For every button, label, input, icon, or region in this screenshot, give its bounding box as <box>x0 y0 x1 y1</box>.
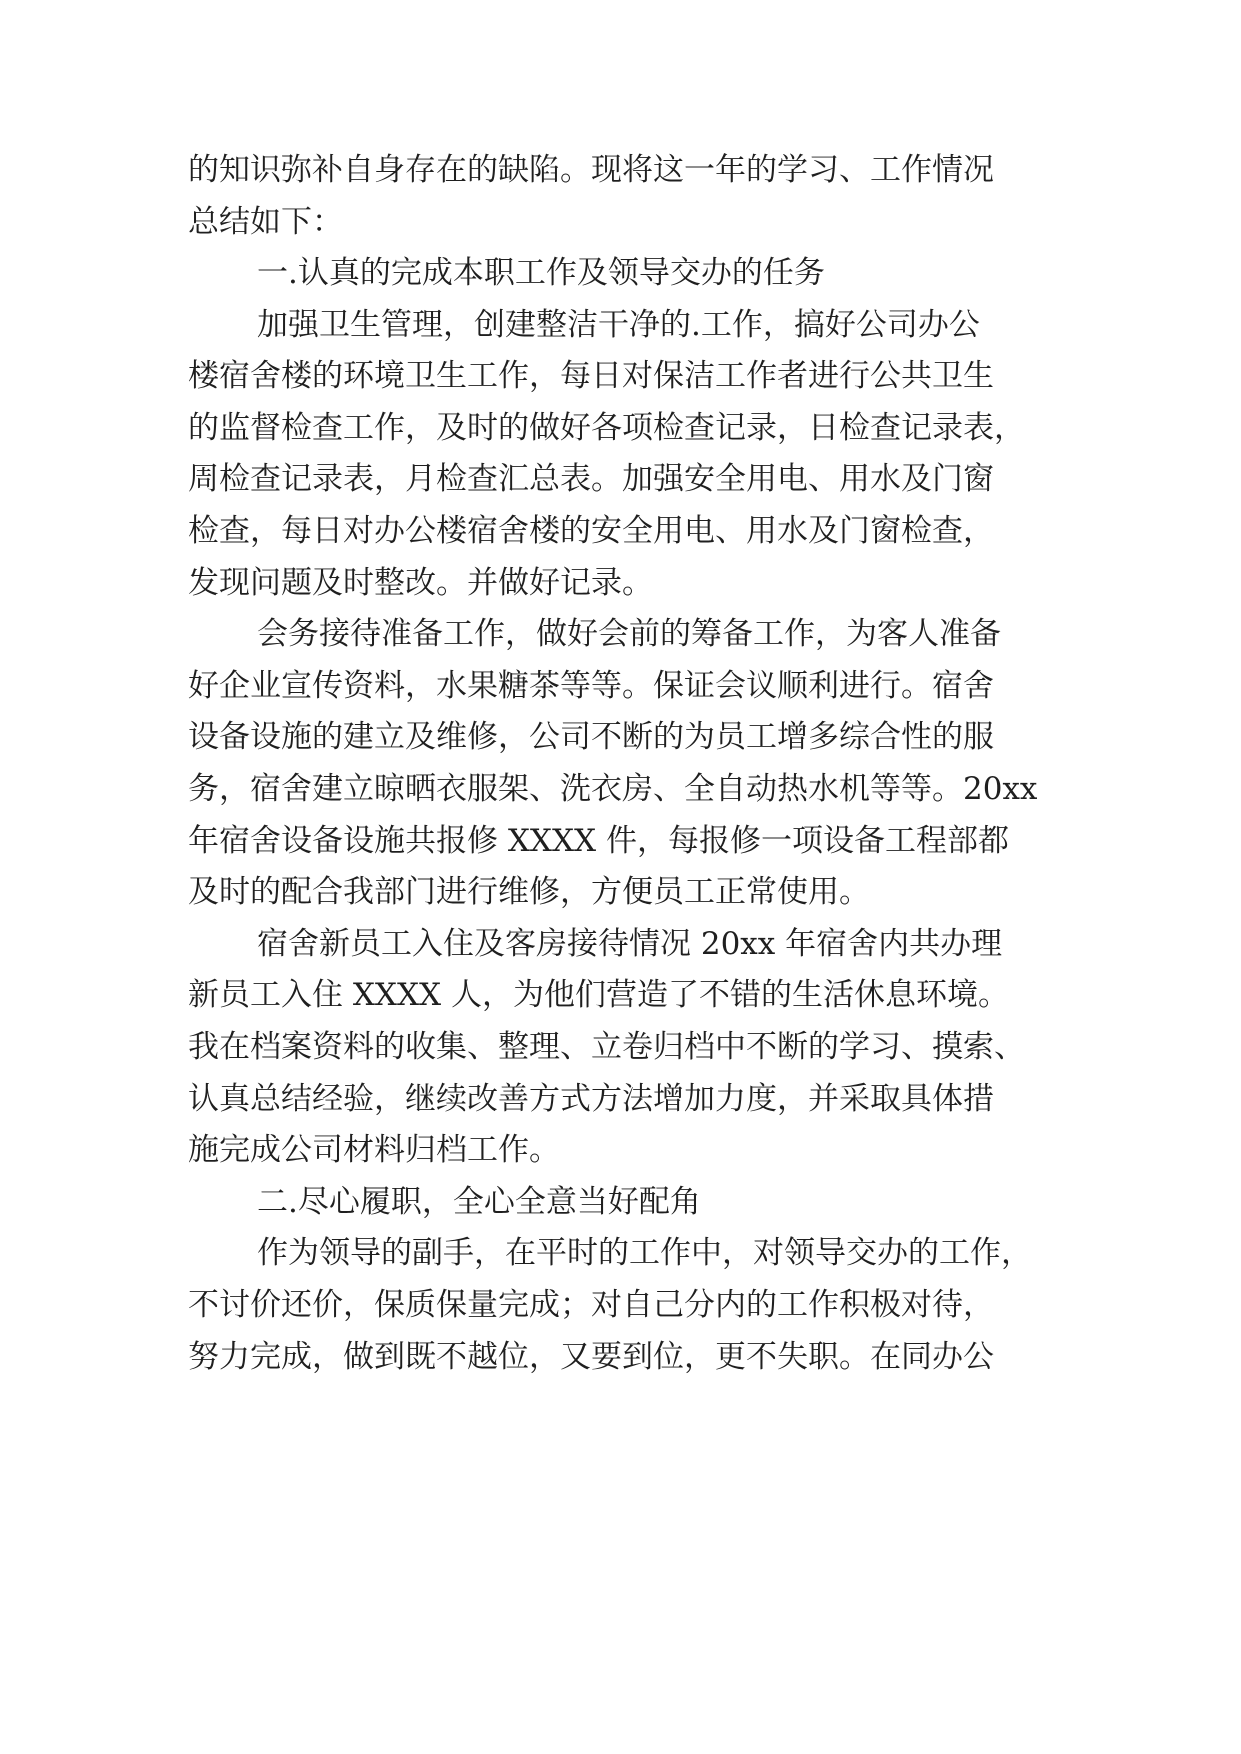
text-line: 我在档案资料的收集、整理、立卷归档中不断的学习、摸索、 <box>188 1029 1025 1065</box>
text-line: 新员工入住 XXXX 人，为他们营造了不错的生活休息环境。 <box>188 977 1009 1013</box>
text-line: 及时的配合我部门进行维修，方便员工正常使用。 <box>188 874 870 910</box>
text-line: 认真总结经验，继续改善方式方法增加力度，并采取具体措 <box>188 1081 994 1117</box>
text-line: 施完成公司材料归档工作。 <box>188 1132 560 1168</box>
section-heading: 一.认真的完成本职工作及领导交办的任务 <box>257 255 825 291</box>
text-line: 发现问题及时整改。并做好记录。 <box>188 565 653 601</box>
paragraph-start: 加强卫生管理，创建整洁干净的.工作，搞好公司办公 <box>257 307 980 343</box>
text-line: 楼宿舍楼的环境卫生工作，每日对保洁工作者进行公共卫生 <box>188 358 994 394</box>
text-line: 总结如下： <box>188 204 343 240</box>
text-line: 务，宿舍建立晾晒衣服架、洗衣房、全自动热水机等等。20xx <box>188 771 1038 807</box>
text-line: 周检查记录表，月检查汇总表。加强安全用电、用水及门窗 <box>188 461 994 497</box>
text-line: 的知识弥补自身存在的缺陷。现将这一年的学习、工作情况 <box>188 152 994 188</box>
text-line: 不讨价还价，保质保量完成；对自己分内的工作积极对待， <box>188 1287 994 1323</box>
text-line: 设备设施的建立及维修，公司不断的为员工增多综合性的服 <box>188 719 994 755</box>
section-heading: 二.尽心履职，全心全意当好配角 <box>257 1184 701 1220</box>
paragraph-start: 作为领导的副手，在平时的工作中，对领导交办的工作， <box>257 1235 1032 1271</box>
text-line: 好企业宣传资料，水果糖茶等等。保证会议顺利进行。宿舍 <box>188 668 994 704</box>
text-line: 努力完成，做到既不越位，又要到位，更不失职。在同办公 <box>188 1339 994 1375</box>
text-line: 检查，每日对办公楼宿舍楼的安全用电、用水及门窗检查， <box>188 513 994 549</box>
text-line: 的监督检查工作，及时的做好各项检查记录，日检查记录表， <box>188 410 1025 446</box>
paragraph-start: 宿舍新员工入住及客房接待情况 20xx 年宿舍内共办理 <box>257 926 1003 962</box>
paragraph-start: 会务接待准备工作，做好会前的筹备工作，为客人准备 <box>257 616 1001 652</box>
text-line: 年宿舍设备设施共报修 XXXX 件，每报修一项设备工程部都 <box>188 823 1009 859</box>
